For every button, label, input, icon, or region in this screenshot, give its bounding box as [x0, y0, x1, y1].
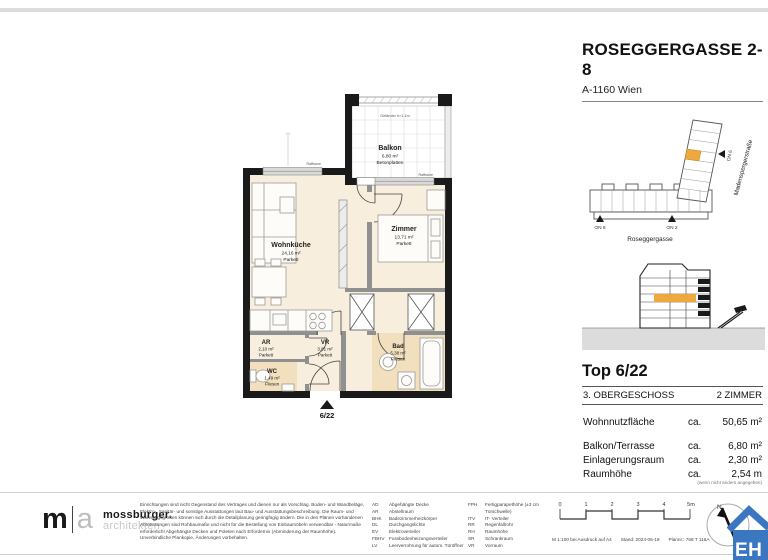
room-bad-name: Bad: [392, 344, 404, 350]
metric-ca: ca.: [688, 454, 702, 466]
highlighted-floor: [654, 294, 696, 302]
unit-metrics: [582, 415, 763, 485]
logo-subtitle: architekten: [102, 520, 161, 532]
title-block: [0, 492, 768, 560]
abbreviation-legend-right: [468, 502, 550, 550]
scale-tick-label: 0: [558, 502, 562, 508]
unit-rooms: 2 ZIMMER: [716, 390, 762, 401]
street-side-label: Madenspergerstraße: [732, 138, 755, 197]
scan-band: [0, 8, 768, 12]
metric-label: Wohnnutzfläche: [583, 416, 655, 428]
abbr-desc: Durchgangslichte: [389, 522, 426, 528]
abbr-key: VR: [468, 542, 475, 548]
unit-floor: 3. OBERGESCHOSS: [583, 390, 675, 401]
room-wohnkueche-name: Wohnküche: [271, 242, 311, 249]
balcony-railing-label: Geländer h=1,1m: [380, 114, 410, 118]
abbr-desc: Fertigparapethöhe (±3 cm Türschwelle): [485, 502, 539, 514]
print-date: Stand: 2024-06-19: [620, 537, 660, 542]
entrance-on6-label: ON 6: [726, 149, 735, 162]
room-ar-floor: Parkett: [258, 352, 274, 358]
metric-value: 50,65 m²: [722, 416, 762, 428]
room-bad-area: 5,38 m²: [390, 350, 406, 356]
metric-row: [582, 439, 763, 453]
balcony-railing: [352, 97, 438, 103]
metric-row: [582, 415, 763, 429]
entrance-label: 6/22: [319, 411, 335, 420]
abbr-desc: Leerverrohrung für autom. Türöffner: [389, 542, 464, 548]
abbr-key: RR: [468, 522, 475, 528]
room-ar-name: AR: [261, 340, 271, 346]
room-wohnkueche-area: 24,16 m²: [281, 251, 301, 257]
metric-label: Balkon/Terrasse: [583, 440, 655, 452]
print-info: [552, 537, 710, 542]
scale-tick-label: 1: [584, 502, 588, 508]
balcony-side-rail: [445, 106, 451, 178]
scale-tick-label: 2: [610, 502, 614, 508]
abbr-key: AD: [372, 502, 379, 507]
print-scale: M 1:100 bei Ausdruck auf A4: [552, 537, 612, 542]
metric-ca: ca.: [688, 416, 702, 428]
room-zimmer-floor: Parkett: [396, 242, 412, 247]
logo-a: a: [76, 503, 93, 535]
scale-block: [552, 499, 710, 542]
entrance-on6-icon: [718, 150, 725, 158]
abbr-desc: Fussbodenheizungsverteiler: [389, 536, 448, 542]
room-wc-floor: Fliesen: [264, 381, 280, 387]
highlighted-unit: [685, 149, 701, 161]
abbr-desc: Vorraum: [485, 542, 503, 548]
room-ar-area: 2,10 m²: [258, 346, 274, 352]
entrance-triangle-icon: [320, 400, 334, 409]
builtin-strip: [339, 200, 347, 288]
abbr-desc: Badezimmerheizkörper: [389, 515, 438, 521]
logo-name: mossburger.: [102, 509, 173, 521]
room-zimmer-name: Zimmer: [391, 226, 417, 233]
unit-header-row: [582, 386, 763, 405]
energy-badge-label: EH: [735, 540, 763, 560]
north-label: N: [717, 504, 722, 511]
energy-badge-icon: [727, 504, 768, 560]
metrics-note: (wenn nicht anders angegeben): [697, 480, 762, 485]
abbr-key: DL: [372, 522, 378, 528]
room-wohnkueche-floor: Parkett: [283, 258, 299, 263]
room-balkon-name: Balkon: [378, 145, 402, 152]
entrance-on2-label: ON 2: [666, 226, 678, 231]
abbr-desc: Elektroverteiler: [389, 529, 421, 535]
metric-row: [582, 453, 763, 467]
street-bottom-label: Roseggergasse: [627, 236, 673, 243]
abbr-key: ITV: [468, 515, 476, 521]
window-label-top: Raffstore: [306, 162, 321, 166]
room-wc-area: 1,49 m²: [264, 375, 280, 381]
building-section: [582, 254, 765, 356]
site-plan: [582, 110, 765, 252]
window-label-balcony: Raffstore: [418, 173, 433, 177]
room-balkon-floor: Betonplatten: [376, 161, 404, 166]
abbr-key: FPH: [468, 502, 478, 507]
abbr-key: SR: [468, 536, 475, 542]
divider: [582, 101, 763, 102]
abbr-key: LV: [372, 542, 378, 548]
unit-top-label: Top 6/22: [582, 362, 648, 380]
print-plan-number: Plannr.: 768 T 116A: [668, 537, 710, 542]
dimension-tick: [285, 132, 291, 166]
scale-tick-label: 4: [662, 502, 666, 508]
scale-bar: [552, 499, 702, 523]
scale-tick-label: 5m: [687, 502, 695, 508]
abbr-key: EV: [372, 529, 379, 535]
metric-label: Raumhöhe: [583, 468, 632, 480]
abbr-desc: Abstellraum: [389, 508, 414, 514]
room-bad-floor: Fliesen: [390, 356, 406, 362]
abbr-desc: Raumhöhe: [485, 529, 508, 535]
abbr-desc: Abgehängte Decke: [389, 502, 429, 507]
metric-value: 2,54 m: [731, 468, 762, 480]
metric-value: 6,80 m²: [728, 440, 762, 452]
abbr-key: RH: [468, 529, 475, 535]
metric-ca: ca.: [688, 468, 702, 480]
abbr-desc: IT- Verteiler: [485, 515, 509, 521]
room-wc-name: WC: [267, 369, 277, 375]
metric-value: 2,30 m²: [728, 454, 762, 466]
logo-m: m: [42, 503, 68, 535]
room-vr-area: 3,81 m²: [317, 346, 333, 352]
abbreviation-legend-left: [372, 502, 466, 550]
abbr-desc: Schrankraum: [485, 536, 513, 542]
project-address: A-1160 Wien: [582, 84, 642, 96]
floor-plan: [228, 88, 472, 428]
logo-divider: [72, 506, 73, 533]
entrance-on8-label: ON 8: [594, 226, 606, 231]
room-zimmer-area: 13,71 m²: [394, 235, 414, 241]
room-balkon-area: 6,80 m²: [381, 154, 399, 160]
scale-tick-label: 3: [636, 502, 640, 508]
disclaimer-text: Einrichtungen sind nicht Gegenstand des Vertrages und dienen nur als Vorschlag. Boden- und Wandbeläge, Elektro-, Sanitär- und sonstige Ausstattungen laut Bau- und Ausstattungsbeschreibung. Die Raum- und Wohnungsgrößen können sich durch die Detailplanung geringfügig ändern. Die in den Plänen vorhandenen Abmessungen sind Rohbaumaße und nicht für die Bestellung von Einbaumöbeln verwendbar - Naturmaße erforderlich! Abgehängte Decken und Poleten nach Erfordernis (Abminderung der Raumhöhe). Unverbindliche Plankopie, Änderungen vorbehalten.: [140, 502, 365, 541]
metric-ca: ca.: [688, 440, 702, 452]
abbr-key: AR: [372, 508, 379, 514]
abbr-desc: Regenfallrohr: [485, 522, 514, 528]
right-panel: [582, 40, 763, 485]
abbr-key: FBHV: [372, 536, 385, 542]
project-title: ROSEGGERGASSE 2-8: [582, 40, 763, 79]
room-vr-floor: Parkett: [317, 352, 333, 358]
abbr-key: BHK: [372, 515, 382, 521]
room-vr-name: VR: [320, 340, 330, 346]
metric-row: [582, 467, 763, 481]
metric-label: Einlagerungsraum: [583, 454, 665, 466]
